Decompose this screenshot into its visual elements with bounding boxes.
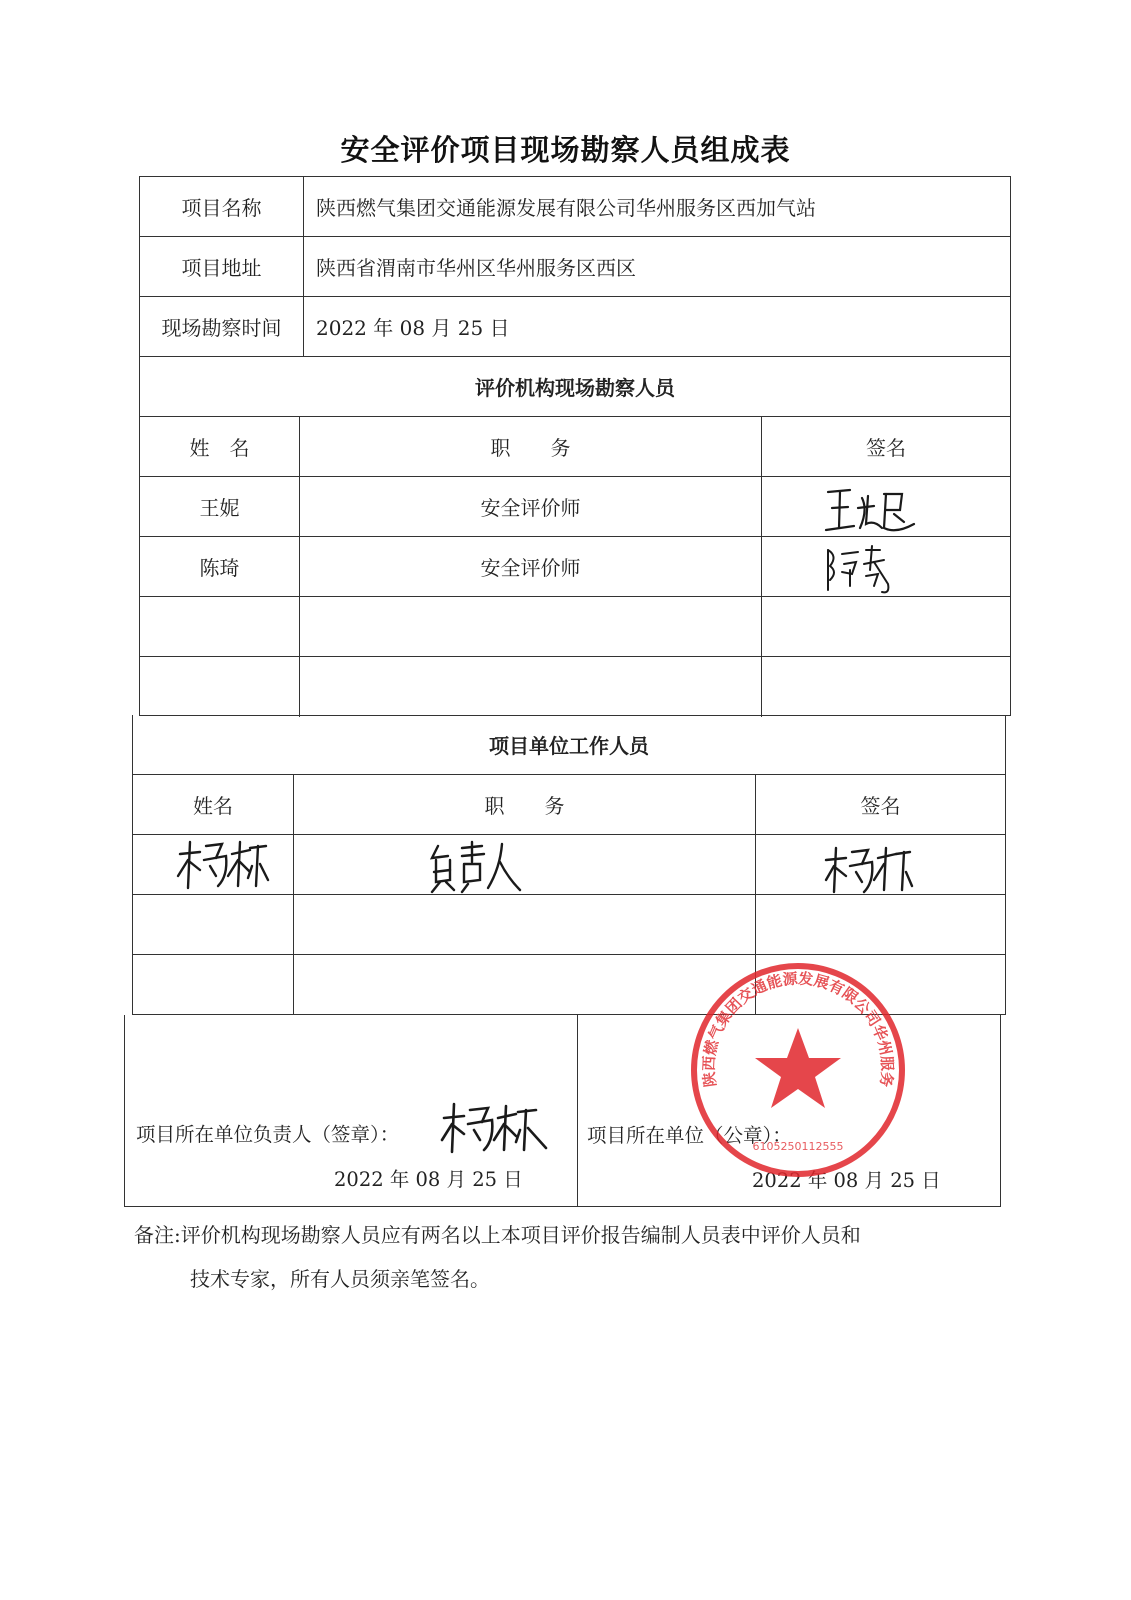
signature-yang-dong-approval-icon xyxy=(440,1100,550,1158)
evaluator-title: 安全评价师 xyxy=(299,477,761,536)
evaluators-heading-row xyxy=(140,357,1010,417)
evaluator-name: 王妮 xyxy=(199,496,240,520)
survey-time-row xyxy=(140,297,1010,357)
header-name: 姓 名 xyxy=(189,436,250,460)
project-address-row xyxy=(140,237,1010,297)
unit-staff-row-empty xyxy=(133,895,1005,955)
project-name-value: 陕西燃气集团交通能源发展有限公司华州服务区西加气站 xyxy=(303,177,1010,236)
page-title: 安全评价项目现场勘察人员组成表 xyxy=(340,133,791,167)
empty-cell xyxy=(755,895,1005,954)
header-title: 职 务 xyxy=(299,417,761,476)
staff-title xyxy=(293,835,755,894)
header-name: 姓名 xyxy=(193,794,233,818)
unit-heading: 项目单位工作人员 xyxy=(489,734,649,758)
signoff-right-date: 2022 年 08 月 25 日 xyxy=(752,1169,941,1192)
signature-chen-qi-icon xyxy=(822,540,902,600)
svg-text:陕西燃气集团交通能源发展有限公司华州服务区西加气站: 陕西燃气集团交通能源发展有限公司华州服务 xyxy=(699,969,897,1089)
evaluators-heading: 评价机构现场勘察人员 xyxy=(475,376,675,400)
svg-text:6105250112555: 6105250112555 xyxy=(752,1140,844,1153)
empty-cell xyxy=(299,597,761,656)
header-signature: 签名 xyxy=(761,417,1010,476)
unit-heading-row xyxy=(133,715,1005,775)
signoff-left-label: 项目所在单位负责人（签章）： xyxy=(136,1123,400,1146)
signature-wang-ni-icon xyxy=(822,480,922,540)
evaluator-row-empty xyxy=(140,657,1010,717)
evaluator-name: 陈琦 xyxy=(199,556,240,580)
evaluators-table xyxy=(139,176,1011,716)
signature-yang-dong-name-icon xyxy=(176,836,271,894)
evaluator-row-empty xyxy=(140,597,1010,657)
empty-cell xyxy=(299,657,761,717)
footnote-line-2: 技术专家，所有人员须亲笔签名。 xyxy=(190,1267,490,1291)
project-address-value: 陕西省渭南市华州区华州服务区西区 xyxy=(303,237,1010,296)
empty-cell xyxy=(293,895,755,954)
project-address-label: 项目地址 xyxy=(181,256,262,280)
survey-time-value: 2022 年 08 月 25 日 xyxy=(303,297,1010,356)
signature-yang-dong-sign-icon xyxy=(824,842,914,898)
evaluator-title: 安全评价师 xyxy=(299,537,761,596)
empty-cell xyxy=(761,597,1010,656)
signature-fu-ze-ren-icon xyxy=(428,838,523,894)
signoff-right-label: 项目所在单位（公章）： xyxy=(587,1124,792,1147)
footnote-line-1: 备注:评价机构现场勘察人员应有两名以上本项目评价报告编制人员表中评价人员和 xyxy=(134,1223,861,1247)
header-signature: 签名 xyxy=(755,775,1005,834)
signoff-divider xyxy=(577,1015,578,1206)
survey-time-label: 现场勘察时间 xyxy=(161,316,282,340)
header-title: 职 务 xyxy=(293,775,755,834)
evaluators-header-row xyxy=(140,417,1010,477)
official-seal-icon xyxy=(688,960,908,1184)
project-name-label: 项目名称 xyxy=(181,196,262,220)
empty-cell xyxy=(761,657,1010,717)
signoff-left-date: 2022 年 08 月 25 日 xyxy=(334,1168,523,1191)
unit-header-row xyxy=(133,775,1005,835)
project-name-row xyxy=(140,177,1010,237)
empty-cell xyxy=(293,955,755,1015)
